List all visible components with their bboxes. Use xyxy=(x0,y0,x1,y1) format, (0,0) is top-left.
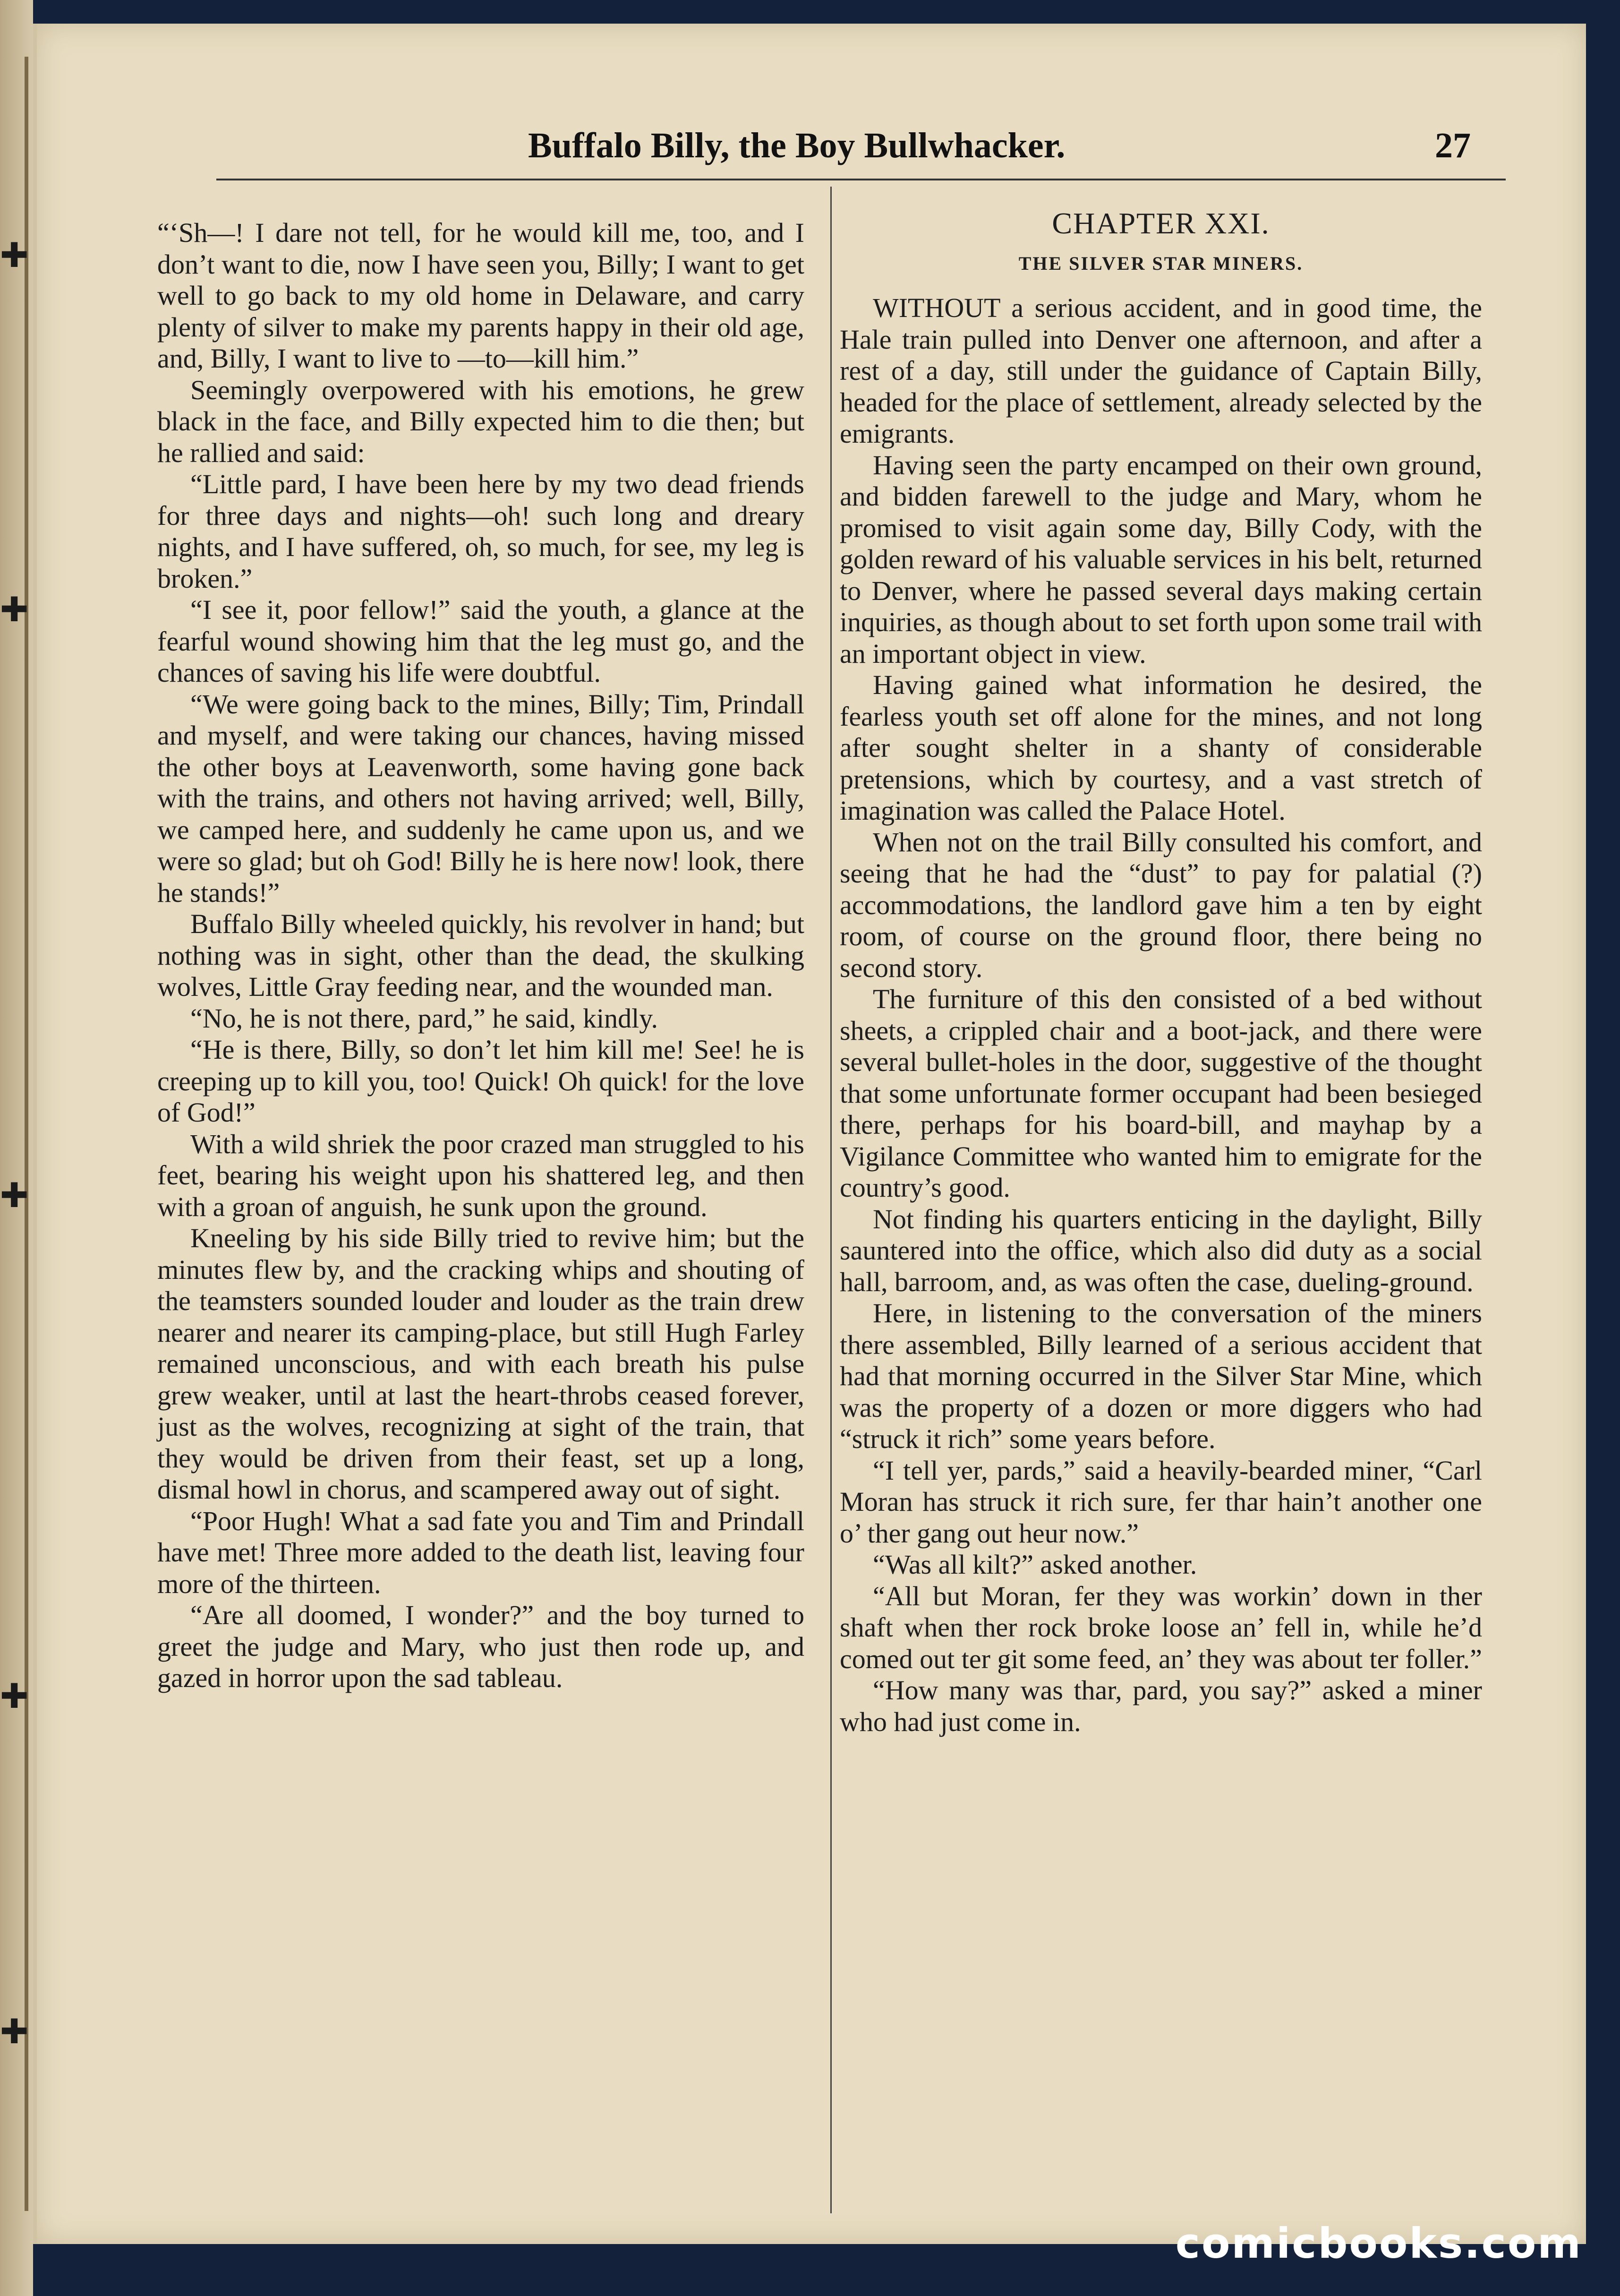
page-number: 27 xyxy=(1435,126,1471,165)
paragraph: “‘Sh—! I dare not tell, for he would kill me, too, and I don’t want to die, now I have seen you, Billy; I want to get well to go back to my old home in Delaware, and carry plenty of silver to make my parents happy in their old age, and, Billy, I want to live to —to—kill him.” xyxy=(157,217,804,374)
paragraph: Having gained what information he desired, the fearless youth set off alone for the mines, and not long after sought shelter in a shanty of considerable pretensions, which by courtesy, and a vast stretch of imagination was called the Palace Hotel. xyxy=(840,669,1482,826)
paragraph: “Are all doomed, I wonder?” and the boy turned to greet the judge and Mary, who just then rode up, and gazed in horror upon the sad tableau. xyxy=(157,1600,804,1693)
book-spine xyxy=(0,0,33,2296)
header-rule xyxy=(216,179,1506,180)
paragraph: “He is there, Billy, so don’t let him kill me! See! he is creeping up to kill you, too! Quick! Oh quick! for the love of God!” xyxy=(157,1034,804,1128)
paragraph: “We were going back to the mines, Billy; Tim, Prindall and myself, and were taking our chances, having missed the other boys at Leavenworth, some having gone back with the trains, and others not having arrived; well, Billy, we camped here, and suddenly he came upon us, and we were so glad; but oh God! Billy he is here now! look, there he stands!” xyxy=(157,688,804,908)
running-header xyxy=(37,125,1586,177)
chapter-heading: CHAPTER XXI. xyxy=(1052,206,1270,240)
paragraph: The furniture of this den consisted of a bed without sheets, a crippled chair and a boot-jack, and there were several bullet-holes in the door, suggestive of the thought that some unfortunate former occupant had been besieged there, perhaps for his board-bill, and mayhap by a Vigilance Committee who wanted him to emigrate for the country’s good. xyxy=(840,984,1482,1203)
right-column xyxy=(840,208,1482,1738)
paragraph: “No, he is not there, pard,” he said, kindly. xyxy=(190,1002,658,1034)
paragraph: “How many was thar, pard, you say?” asked a miner who had just come in. xyxy=(840,1675,1482,1737)
paragraph: “Poor Hugh! What a sad fate you and Tim and Prindall have met! Three more added to the death list, leaving four more of the thirteen. xyxy=(157,1505,804,1599)
binding-stitch-icon: ✚ xyxy=(0,1175,29,1215)
left-column xyxy=(157,217,804,1694)
paragraph: “All but Moran, fer they was workin’ down in ther shaft when ther rock broke loose an’ fell in, while he’d comed out ter git some feed, an’ they was about ter foller.” xyxy=(840,1580,1482,1674)
watermark: comicbooks.com xyxy=(1175,2219,1582,2268)
paragraph: Kneeling by his side Billy tried to revive him; but the minutes flew by, and the cracking whips and shouting of the teamsters sounded louder and louder as the train drew nearer and nearer its camping-place, but still Hugh Farley remained unconscious, and with each breath his pulse grew weaker, until at last the heart-throbs ceased forever, just as the wolves, recognizing at sight of the train, that they would be driven from their feast, set up a long, dismal howl in chorus, and scampered away out of sight. xyxy=(157,1223,804,1505)
binding-stitch-icon: ✚ xyxy=(0,1676,29,1716)
paragraph: Having seen the party encamped on their own ground, and bidden farewell to the judge and Mary, whom he promised to visit again some day, Billy Cody, with the golden reward of his valuable services in his belt, returned to Denver, where he passed several days making certain inquiries, as though about to set forth upon some trail with an important object in view. xyxy=(840,449,1482,669)
spine-edge xyxy=(25,57,28,2211)
paragraph: “Was all kilt?” asked another. xyxy=(873,1549,1197,1580)
paragraph: Seemingly overpowered with his emotions, he grew black in the face, and Billy expected him to die then; but he rallied and said: xyxy=(157,374,804,468)
binding-stitch-icon: ✚ xyxy=(0,235,29,275)
running-title: Buffalo Billy, the Boy Bullwhacker. xyxy=(528,126,1066,165)
binding-stitch-icon: ✚ xyxy=(0,2012,29,2051)
binding-stitch-icon: ✚ xyxy=(0,590,29,629)
chapter-subtitle: THE SILVER STAR MINERS. xyxy=(1018,252,1304,274)
paragraph: “Little pard, I have been here by my two dead friends for three days and nights—oh! such long and dreary nights, and I have suffered, oh, so much, for see, my leg is broken.” xyxy=(157,469,804,594)
paragraph: With a wild shriek the poor crazed man struggled to his feet, bearing his weight upon his shattered leg, and then with a groan of anguish, he sunk upon the ground. xyxy=(157,1128,804,1222)
paragraph: Buffalo Billy wheeled quickly, his revolver in hand; but nothing was in sight, other than the dead, the skulking wolves, Little Gray feeding near, and the wounded man. xyxy=(157,908,804,1002)
column-divider xyxy=(830,187,832,2213)
paragraph: “I tell yer, pards,” said a heavily-bearded miner, “Carl Moran has struck it rich sure, fer thar hain’t another one o’ ther gang out heur now.” xyxy=(840,1455,1482,1549)
book-page xyxy=(33,24,1586,2244)
paragraph: Here, in listening to the conversation of the miners there assembled, Billy learned of a serious accident that had that morning occurred in the Silver Star Mine, which was the property of a dozen or more diggers who had “struck it rich” some years before. xyxy=(840,1298,1482,1454)
paragraph: WITHOUT a serious accident, and in good time, the Hale train pulled into Denver one afternoon, and after a rest of a day, still under the guidance of Captain Billy, headed for the place of settlement, already selected by the emigrants. xyxy=(840,292,1482,449)
paragraph: Not finding his quarters enticing in the daylight, Billy sauntered into the office, which also did duty as a social hall, barroom, and, as was often the case, dueling-ground. xyxy=(840,1203,1482,1297)
paragraph: When not on the trail Billy consulted his comfort, and seeing that he had the “dust” to pay for palatial (?) accommodations, the landlord gave him a ten by eight room, of course on the ground floor, there being no second story. xyxy=(840,826,1482,983)
paragraph: “I see it, poor fellow!” said the youth, a glance at the fearful wound showing him that the leg must go, and the chances of saving his life were doubtful. xyxy=(157,594,804,688)
